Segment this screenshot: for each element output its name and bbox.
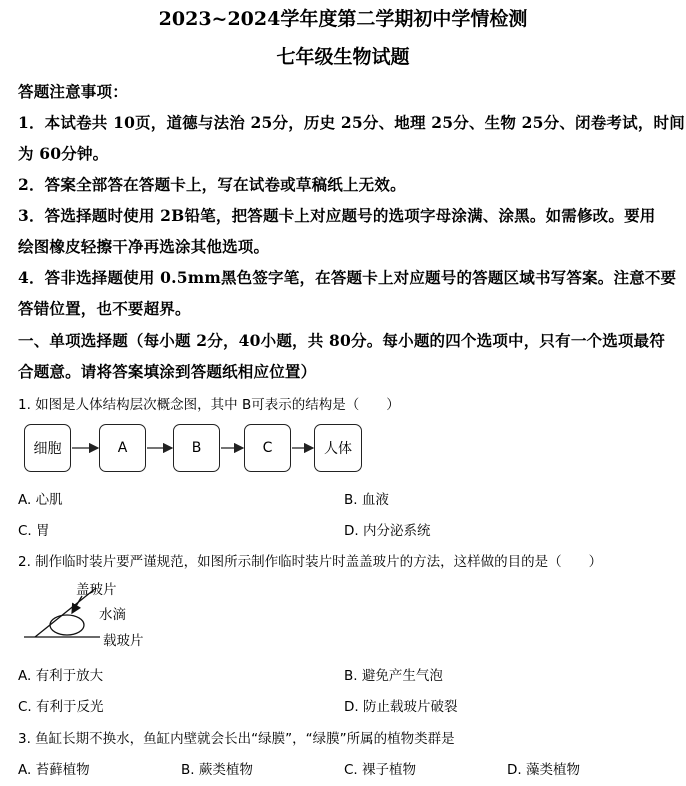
water-drop (50, 615, 84, 635)
flow-box-b: B (173, 424, 220, 472)
flow-box-c: C (244, 424, 291, 472)
q2-option-b[interactable]: B. 避免产生气泡 (344, 668, 443, 684)
question-1-stem: 1. 如图是人体结构层次概念图，其中 B可表示的结构是（ ） (18, 397, 400, 413)
q3-option-d[interactable]: D. 藻类植物 (507, 762, 580, 778)
note-2-line1: 2．答案全部答在答题卡上，写在试卷或草稿纸上无效。 (18, 175, 406, 194)
label-water-drop: 水滴 (99, 607, 126, 623)
section-heading-line2: 合题意。请将答案填涂到答题纸相应位置） (18, 362, 317, 381)
q3-option-c[interactable]: C. 裸子植物 (344, 762, 417, 778)
exam-title: 2023~2024学年度第二学期初中学情检测 (158, 8, 528, 30)
q3-option-a[interactable]: A. 苔藓植物 (18, 762, 90, 778)
q1-option-d[interactable]: D. 内分泌系统 (344, 523, 431, 539)
q2-option-c[interactable]: C. 有利于反光 (18, 699, 104, 715)
note-3-line2: 绘图橡皮轻擦干净再选涂其他选项。 (18, 237, 270, 256)
flow-box-human: 人体 (314, 424, 362, 472)
exam-subtitle: 七年级生物试题 (276, 46, 410, 68)
flow-box-a: A (99, 424, 146, 472)
q1-option-c[interactable]: C. 胃 (18, 523, 50, 539)
note-4-line2: 答错位置，也不要超界。 (18, 299, 191, 318)
coverslip-pointer (72, 596, 82, 613)
label-slide: 载玻片 (103, 633, 144, 649)
question-3-stem: 3. 鱼缸长期不换水，鱼缸内壁就会长出“绿膜”，“绿膜”所属的植物类群是 (18, 731, 455, 747)
section-heading-line1: 一、单项选择题（每小题 2分，40小题，共 80分。每小题的四个选项中，只有一个选项最符 (18, 331, 666, 350)
note-1-line2: 为 60分钟。 (18, 144, 109, 163)
q2-option-d[interactable]: D. 防止载玻片破裂 (344, 699, 458, 715)
flow-box-cell: 细胞 (24, 424, 71, 472)
q1-option-a[interactable]: A. 心肌 (18, 492, 63, 508)
q2-option-a[interactable]: A. 有利于放大 (18, 668, 104, 684)
note-1-line1: 1．本试卷共 10页，道德与法治 25分，历史 25分、地理 25分、生物 25分、闭卷考试，时间 (18, 113, 685, 132)
q1-option-b[interactable]: B. 血液 (344, 492, 389, 508)
note-3-line1: 3．答选择题时使用 2B铅笔，把答题卡上对应题号的选项字母涂满、涂黑。如需修改。要用 (18, 206, 656, 225)
q3-option-b[interactable]: B. 蕨类植物 (181, 762, 253, 778)
notes-heading: 答题注意事项： (18, 82, 128, 101)
label-coverslip: 盖玻片 (76, 582, 117, 598)
question-2-stem: 2. 制作临时装片要严谨规范，如图所示制作临时装片时盖盖玻片的方法，这样做的目的是（ ） (18, 554, 603, 570)
note-4-line1: 4．答非选择题使用 0.5mm黑色签字笔，在答题卡上对应题号的答题区域书写答案。注意不要 (18, 268, 677, 287)
